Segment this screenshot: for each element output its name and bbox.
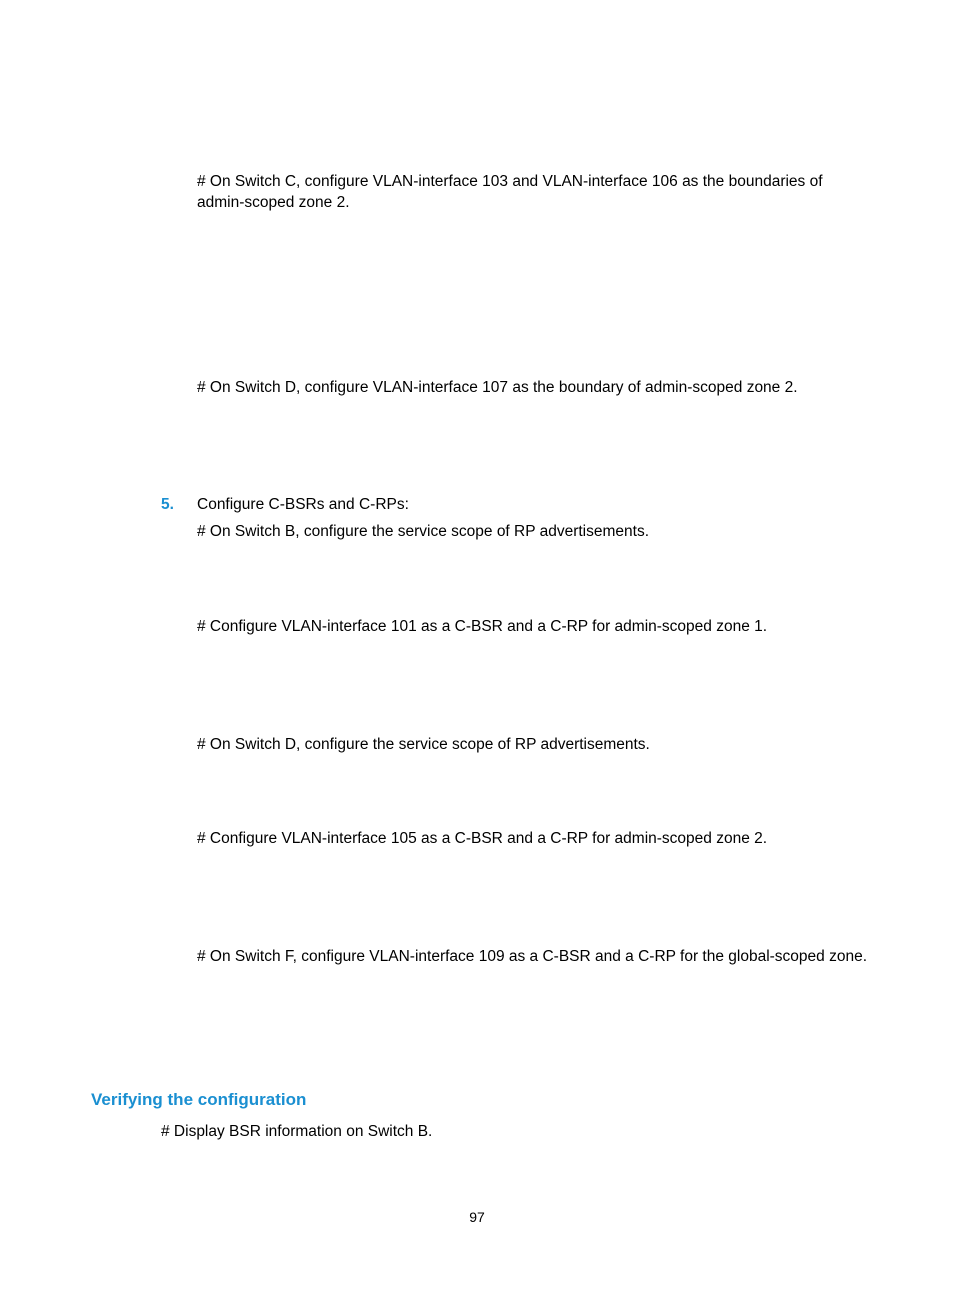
switch-f-global-text: # On Switch F, configure VLAN-interface 109 as a C-BSR and a C-RP for the global-scoped zone. — [197, 948, 868, 965]
switch-d-scope-text: # On Switch D, configure the service scope of RP advertisements. — [197, 736, 650, 753]
vlan101-cbsr-text: # Configure VLAN-interface 101 as a C-BSR and a C-RP for admin-scoped zone 1. — [197, 618, 768, 635]
step-number-5: 5. — [161, 496, 174, 513]
step5-label: Configure C-BSRs and C-RPs: — [197, 496, 409, 513]
page-number: 97 — [469, 1209, 485, 1225]
vlan105-cbsr-text: # Configure VLAN-interface 105 as a C-BSR and a C-RP for admin-scoped zone 2. — [197, 830, 768, 847]
display-bsr-text: # Display BSR information on Switch B. — [161, 1123, 433, 1140]
switch-d-boundary-text: # On Switch D, configure VLAN-interface 107 as the boundary of admin-scoped zone 2. — [197, 379, 798, 396]
switch-b-scope-text: # On Switch B, configure the service scope of RP advertisements. — [197, 523, 650, 540]
section-heading-verifying: Verifying the configuration — [91, 1090, 307, 1109]
switch-c-boundaries-text: # On Switch C, configure VLAN-interface 103 and VLAN-interface 106 as the boundaries of admin-scoped zone 2. — [197, 173, 823, 211]
